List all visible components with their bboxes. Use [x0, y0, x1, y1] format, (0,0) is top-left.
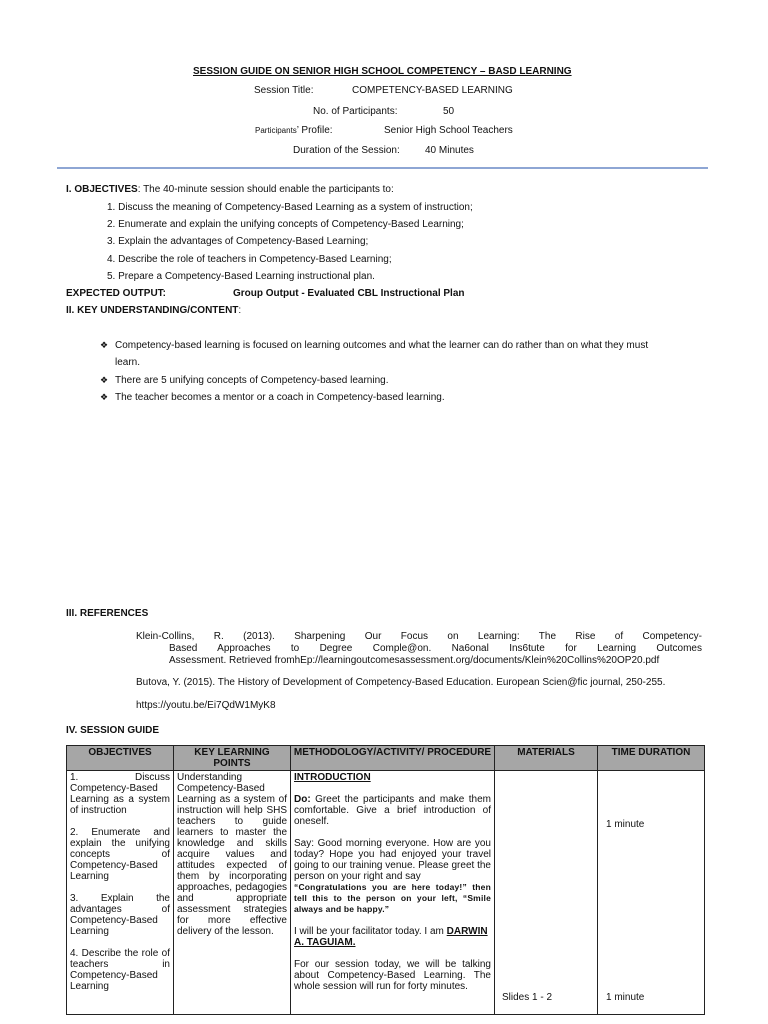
diamond-bullet-icon: ❖ — [100, 340, 109, 350]
participants-value: 50 — [443, 106, 455, 117]
key-point-text: Competency-based learning is focused on learning outcomes and what the learner can do rather than on what they must learn. — [115, 340, 649, 368]
diamond-bullet-icon: ❖ — [100, 392, 109, 402]
objective-item: 1. Discuss the meaning of Competency-Based Learning as a system of instruction; — [107, 202, 473, 213]
diamond-bullet-icon: ❖ — [100, 374, 109, 385]
objectives-intro: : The 40-minute session should enable the participants to: — [137, 184, 394, 195]
key-point-text: The teacher becomes a mentor or a coach in Competency-based learning. — [115, 392, 445, 403]
objective-entry: 2. Enumerate and explain the unifying concepts of Competency-Based Learning — [70, 827, 170, 882]
key-understanding-list — [100, 337, 666, 407]
document-title: SESSION GUIDE ON SENIOR HIGH SCHOOL COMPETENCY – BASD LEARNING — [193, 66, 572, 77]
objective-item: 5. Prepare a Competency-Based Learning instructional plan. — [107, 270, 375, 282]
session-overview-text: For our session today, we will be talking about Competency-Based Learning. The whole session will run for forty minutes. — [294, 959, 491, 992]
duration-label: Duration of the Session: — [293, 145, 400, 156]
key-understanding-heading: II. KEY UNDERSTANDING/CONTENT — [66, 305, 239, 316]
reference-1-line-3: Assessment. Retrieved fromhEp://learningoutcomesassessment.org/documents/Klein%20Collins%20OP20.pdf — [169, 655, 660, 666]
do-label: Do: — [294, 794, 311, 805]
key-points-cell: Understanding Competency-Based Learning as a system of instruction will help SHS teachers to guide learners to master the knowledge and skills acquire values and attitudes expected of them by incorporating approaches, pedagogies and appropriate assessment strategies for more effective delivery of the lesson. — [174, 771, 291, 1015]
table-row — [67, 771, 705, 1015]
key-understanding-line — [66, 305, 241, 316]
objective-entry: 3. Explain the advantages of Competency-Based Learning — [70, 893, 170, 937]
key-understanding-colon: : — [238, 305, 242, 316]
objective-entry: 1. Discuss Competency-Based Learning as a system of instruction — [70, 772, 170, 816]
objective-item: 2. Enumerate and explain the unifying concepts of Competency-Based Learning; — [107, 219, 464, 231]
objective-item: 4. Describe the role of teachers in Competency-Based Learning; — [107, 253, 392, 265]
profile-label-a: Participants — [255, 126, 297, 135]
objective-entry: 4. Describe the role of teachers in Competency-Based Learning — [70, 948, 170, 992]
do-text: Greet the participants and make them comfortable. Give a brief introduction of oneself. — [294, 794, 491, 827]
session-title-label: Session Title: — [254, 85, 314, 96]
key-point-item — [100, 372, 666, 389]
expected-output-label: EXPECTED OUTPUT: — [66, 288, 167, 299]
say-instruction: Say: Good morning everyone. How are you today? Hope you had enjoyed your travel going to our training venue. Please greet the person on your right and say — [294, 838, 491, 882]
session-guide-heading: IV. SESSION GUIDE — [66, 725, 159, 736]
facilitator-text: I will be your facilitator today. I am — [294, 926, 447, 937]
participants-label: No. of Participants: — [313, 106, 398, 117]
references-heading: III. REFERENCES — [66, 608, 149, 619]
column-header-time-duration: TIME DURATION — [598, 746, 705, 771]
introduction-heading: INTRODUCTION — [294, 772, 371, 783]
materials-slides: Slides 1 - 2 — [502, 992, 553, 1003]
greeting-quote: “Congratulations you are here today!” then tell this to the person on your left, “Smile always and be happy.” — [294, 882, 491, 914]
expected-output-value: Group Output - Evaluated CBL Instructional Plan — [233, 288, 465, 299]
duration-entry: 1 minute — [606, 819, 645, 830]
time-duration-cell — [598, 771, 705, 1015]
column-header-materials: MATERIALS — [495, 746, 598, 771]
duration-value: 40 Minutes — [425, 145, 474, 156]
objective-item: 3. Explain the advantages of Competency-Based Learning; — [107, 236, 369, 248]
objectives-heading: I. OBJECTIVES — [66, 184, 138, 195]
reference-1 — [136, 631, 702, 667]
facilitator-name: DARWIN A. TAGUIAM. — [294, 926, 488, 948]
materials-cell — [495, 771, 598, 1015]
key-point-item — [100, 389, 666, 406]
column-header-key-points: KEY LEARNING POINTS — [174, 746, 291, 771]
key-point-item — [100, 337, 666, 371]
facilitator-intro — [294, 926, 491, 948]
reference-3-link[interactable]: https://youtu.be/Ei7QdW1MyK8 — [136, 700, 276, 711]
do-instruction — [294, 794, 491, 827]
objectives-list — [107, 199, 473, 285]
session-guide-table — [66, 745, 705, 1015]
objectives-cell — [67, 771, 174, 1015]
profile-label-b: ’ Profile: — [296, 125, 333, 136]
header-divider — [57, 167, 708, 169]
objectives-line — [66, 184, 394, 195]
column-header-methodology: METHODOLOGY/ACTIVITY/ PROCEDURE — [291, 746, 495, 771]
session-title-value: COMPETENCY-BASED LEARNING — [352, 85, 513, 96]
reference-1-line-2: Based Approaches to Degree Comple@on. Na6onal Ins6tute for Learning Outcomes — [169, 643, 702, 654]
column-header-objectives: OBJECTIVES — [67, 746, 174, 771]
table-header-row — [67, 746, 705, 771]
reference-1-line-1: Klein-Collins, R. (2013). Sharpening Our Focus on Learning: The Rise of Competency- — [136, 631, 702, 642]
reference-2: Butova, Y. (2015). The History of Development of Competency-Based Education. European Scien@fic journal, 250-255. — [136, 677, 666, 688]
profile-label — [255, 125, 333, 136]
key-point-text: There are 5 unifying concepts of Competency-based learning. — [115, 374, 389, 386]
methodology-cell — [291, 771, 495, 1015]
duration-entry: 1 minute — [606, 992, 645, 1003]
profile-value: Senior High School Teachers — [384, 125, 513, 136]
